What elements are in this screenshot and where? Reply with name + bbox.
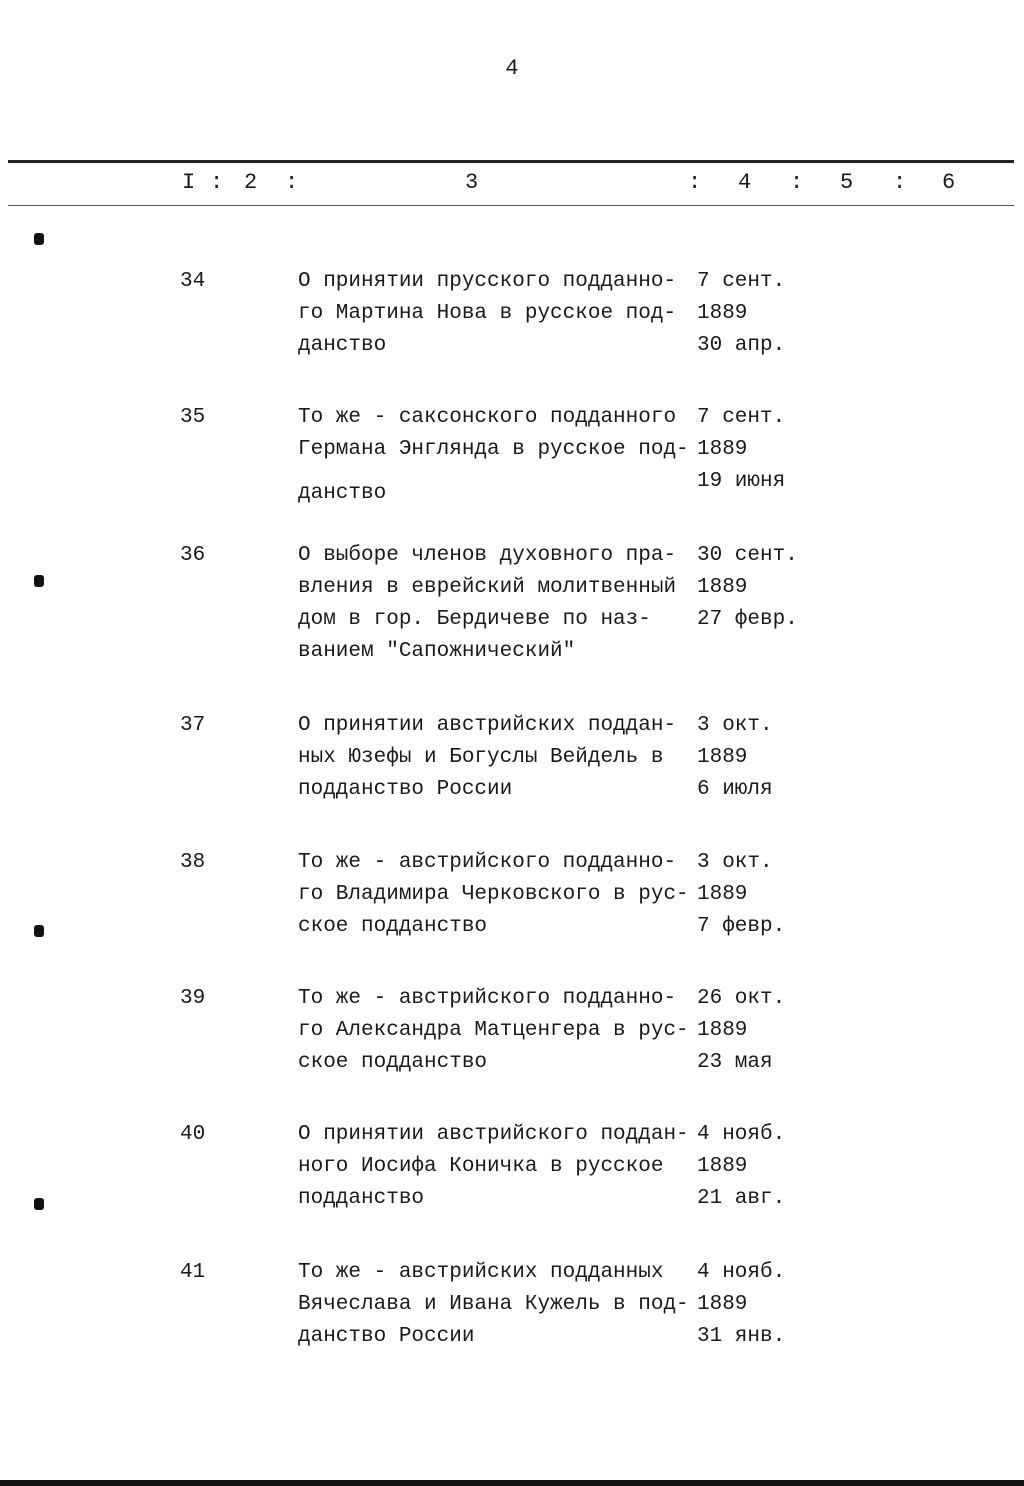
entry-number: 41 [180,1261,206,1284]
start-date: 26 окт. [697,987,786,1010]
header-top-rule [8,160,1014,163]
end-date: 31 янв. [697,1325,786,1348]
page-number: 4 [505,56,519,81]
entry-dates [697,1257,817,1353]
entry-number: 35 [180,406,206,429]
column-separator: : [893,170,907,195]
description-line: То же - австрийского подданно- [298,851,677,874]
entry-description [298,983,696,1079]
column-header-5: 5 [840,170,854,195]
description-line: ское подданство [298,1051,488,1074]
entry-dates [697,540,817,636]
year: 1889 [697,302,748,325]
year: 1889 [697,746,748,769]
description-line: ных Юзефы и Богуслы Вейдель в [298,746,664,769]
entry-dates [697,402,817,498]
description-line: ного Иосифа Коничка в русское [298,1155,664,1178]
entry-number: 38 [180,851,206,874]
description-line: вления в еврейский молитвенный [298,576,677,599]
description-line: Вячеслава и Ивана Кужель в под- [298,1293,689,1316]
start-date: 4 нояб. [697,1123,786,1146]
description-line: го Мартина Нова в русское под- [298,302,677,325]
entry-dates [697,266,817,362]
end-date: 21 авг. [697,1187,786,1210]
description-line: О принятии австрийских поддан- [298,714,677,737]
end-date: 7 февр. [697,915,786,938]
description-line: ское подданство [298,915,488,938]
punch-hole-mark [34,233,44,245]
description-line: То же - австрийских подданных [298,1261,664,1284]
description-line: ванием "Сапожнический" [298,640,576,663]
page-bottom-edge [0,1480,1024,1486]
description-line: данство России [298,1325,475,1348]
start-date: 7 сент. [697,270,786,293]
description-line: подданство [298,1187,425,1210]
end-date: 30 апр. [697,334,786,357]
end-date: 23 мая [697,1051,773,1074]
entry-dates [697,1119,817,1215]
description-line: данство [298,334,387,357]
year: 1889 [697,438,748,461]
description-line: дом в гор. Бердичеве по наз- [298,608,651,631]
column-header-4: 4 [738,170,752,195]
entry-number: 36 [180,544,206,567]
description-line: О выборе членов духовного пра- [298,544,677,567]
column-header-row [0,170,1024,198]
punch-hole-mark [34,925,44,937]
description-line: О принятии прусского подданно- [298,270,677,293]
description-line: О принятии австрийского поддан- [298,1123,689,1146]
entry-number: 34 [180,270,206,293]
end-date: 6 июля [697,778,773,801]
column-separator: : [210,170,224,195]
column-header-2: 2 [244,170,258,195]
punch-hole-mark [34,1198,44,1210]
header-bottom-rule [8,205,1014,206]
entry-number: 37 [180,714,206,737]
start-date: 3 окт. [697,714,773,737]
end-date: 19 июня [697,470,786,493]
entry-number: 39 [180,987,206,1010]
entry-description [298,710,696,806]
entry-description [298,1257,696,1353]
description-line: То же - австрийского подданно- [298,987,677,1010]
column-separator: : [790,170,804,195]
description-line: То же - саксонского подданного [298,406,677,429]
description-line: го Александра Матценгера в рус- [298,1019,689,1042]
year: 1889 [697,1019,748,1042]
start-date: 30 сент. [697,544,798,567]
column-header-6: 6 [942,170,956,195]
description-line: Германа Энглянда в русское под- [298,438,689,461]
column-header-3: 3 [465,170,479,195]
year: 1889 [697,883,748,906]
end-date: 27 февр. [697,608,798,631]
column-separator: : [688,170,702,195]
start-date: 3 окт. [697,851,773,874]
year: 1889 [697,576,748,599]
entry-description [298,1119,696,1215]
year: 1889 [697,1155,748,1178]
start-date: 4 нояб. [697,1261,786,1284]
column-separator: : [285,170,299,195]
entry-description [298,266,696,362]
entry-description [298,847,696,943]
description-line: данство [298,482,387,505]
start-date: 7 сент. [697,406,786,429]
description-line: го Владимира Черковского в рус- [298,883,689,906]
year: 1889 [697,1293,748,1316]
punch-hole-mark [34,575,44,587]
entry-dates [697,710,817,806]
description-line: подданство России [298,778,513,801]
entry-number: 40 [180,1123,206,1146]
column-header-1: I [182,170,196,195]
entry-description [298,402,696,510]
entry-dates [697,983,817,1079]
entry-description [298,540,696,668]
entry-dates [697,847,817,943]
